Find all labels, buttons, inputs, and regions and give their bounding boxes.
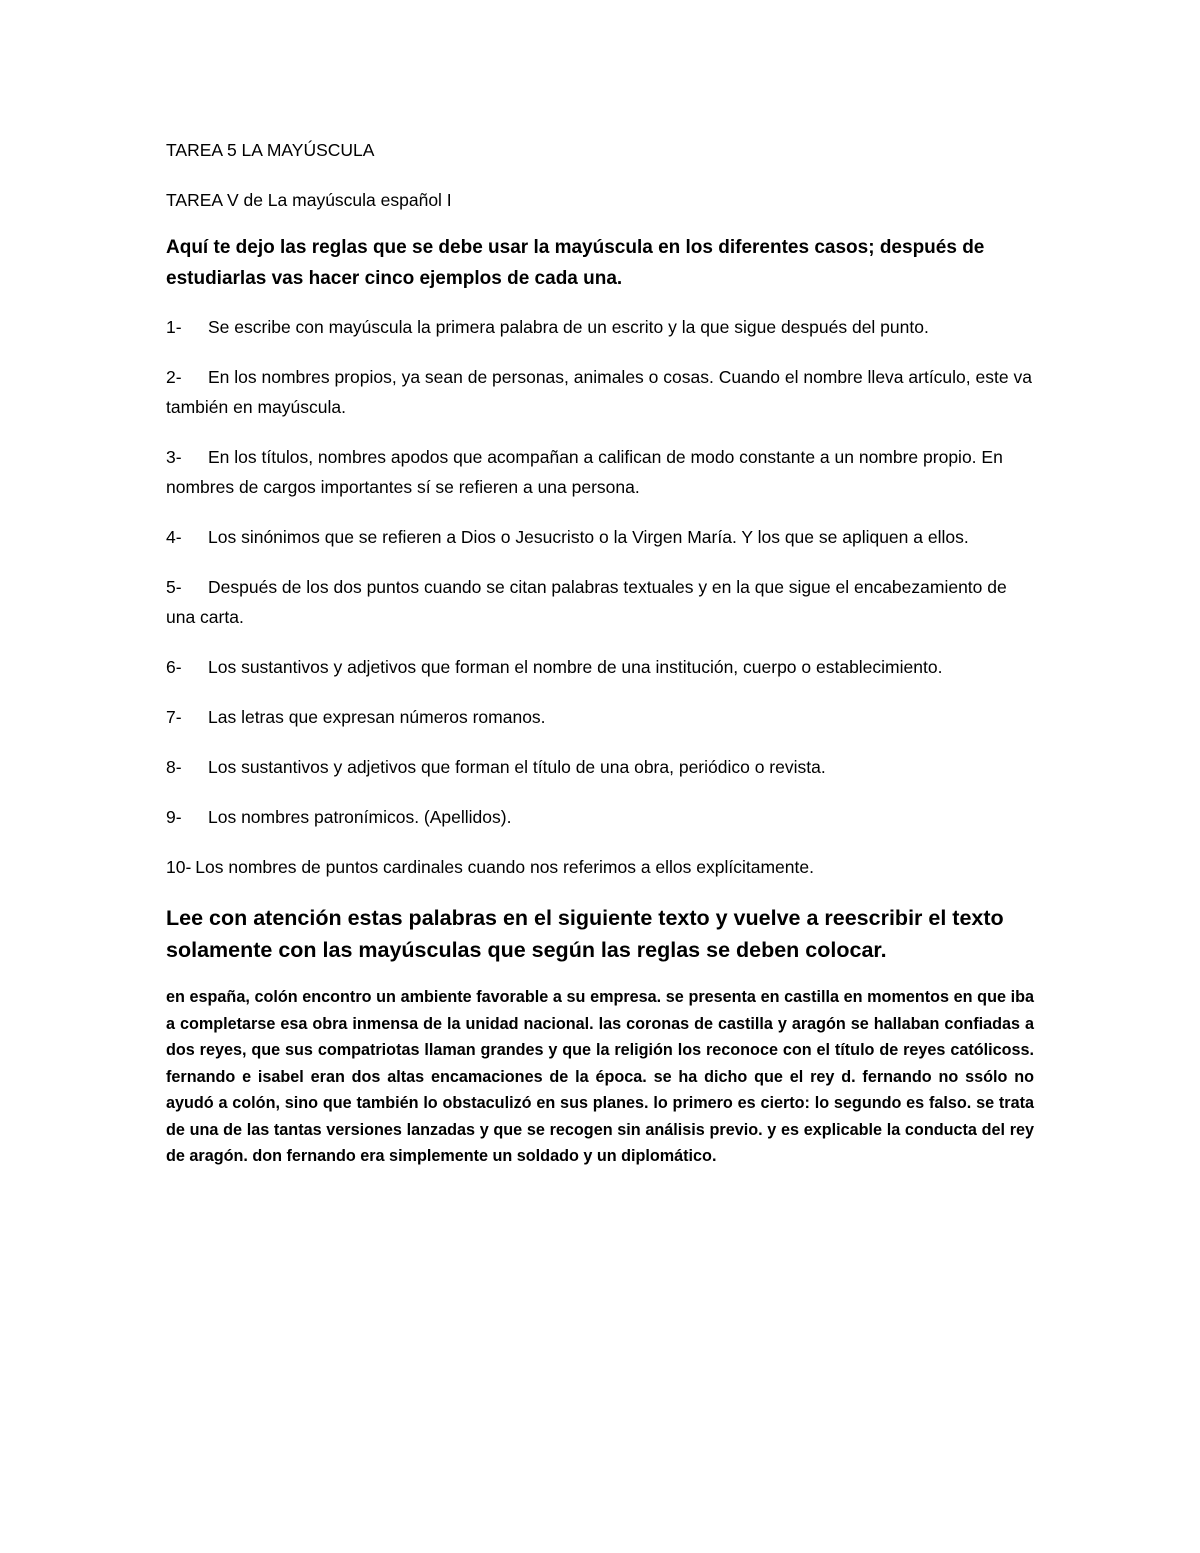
rule-item — [166, 852, 1034, 882]
rule-item — [166, 442, 1034, 502]
rule-item — [166, 702, 1034, 732]
rule-number: 5- — [166, 577, 182, 597]
rule-text: Los nombres de puntos cardinales cuando nos referimos a ellos explícitamente. — [195, 857, 814, 877]
rule-number: 8- — [166, 757, 182, 777]
rule-text: Las letras que expresan números romanos. — [208, 707, 546, 727]
rules-list — [166, 312, 1034, 882]
exercise-text: en españa, colón encontro un ambiente favorable a su empresa. se presenta en castilla en momentos en que iba a completarse esa obra inmensa de la unidad nacional. las coronas de castilla y aragón se hallaban confiadas a dos reyes, que sus compatriotas llaman grandes y que la religión los reconoce con el título de reyes católicoss. fernando e isabel eran dos altas encamaciones de la época. se ha dicho que el rey d. fernando no ssólo no ayudó a colón, sino que también lo obstaculizó en sus planes. lo primero es cierto: lo segundo es falso. se trata de una de las tantas versiones lanzadas y que se recogen sin análisis previo. y es explicable la conducta del rey de aragón. don fernando era simplemente un soldado y un diplomático. — [166, 988, 1034, 1165]
rule-number: 9- — [166, 807, 182, 827]
exercise-instruction: Lee con atención estas palabras en el siguiente texto y vuelve a reescribir el texto solamente con las mayúsculas que según las reglas se deben colocar. — [166, 906, 1004, 962]
document-page — [166, 138, 1034, 1170]
rule-text: En los nombres propios, ya sean de personas, animales o cosas. Cuando el nombre lleva artículo, este va también en mayúscula. — [166, 367, 1032, 417]
rule-number: 7- — [166, 707, 182, 727]
rule-item — [166, 652, 1034, 682]
rule-text: Se escribe con mayúscula la primera palabra de un escrito y la que sigue después del punto. — [208, 317, 929, 337]
rule-item — [166, 572, 1034, 632]
document-subtitle: TAREA V de La mayúscula español I — [166, 190, 452, 210]
rule-text: Los nombres patronímicos. (Apellidos). — [208, 807, 512, 827]
rule-item — [166, 312, 1034, 342]
rule-text: Los sustantivos y adjetivos que forman el nombre de una institución, cuerpo o establecimiento. — [208, 657, 943, 677]
rule-item — [166, 522, 1034, 552]
rule-text: Después de los dos puntos cuando se citan palabras textuales y en la que sigue el encabezamiento de una carta. — [166, 577, 1007, 627]
intro-paragraph: Aquí te dejo las reglas que se debe usar la mayúscula en los diferentes casos; después de estudiarlas vas hacer cinco ejemplos de cada una. — [166, 237, 985, 289]
rule-text: Los sustantivos y adjetivos que forman el título de una obra, periódico o revista. — [208, 757, 826, 777]
rule-text: Los sinónimos que se refieren a Dios o Jesucristo o la Virgen María. Y los que se apliquen a ellos. — [208, 527, 969, 547]
rule-item — [166, 752, 1034, 782]
rule-number: 10- — [166, 857, 192, 877]
rule-number: 2- — [166, 367, 182, 387]
rule-item — [166, 362, 1034, 422]
rule-number: 3- — [166, 447, 182, 467]
rule-number: 6- — [166, 657, 182, 677]
document-title: TAREA 5 LA MAYÚSCULA — [166, 140, 375, 160]
rule-number: 4- — [166, 527, 182, 547]
rule-number: 1- — [166, 317, 182, 337]
rule-item — [166, 802, 1034, 832]
rule-text: En los títulos, nombres apodos que acompañan a califican de modo constante a un nombre propio. En nombres de cargos importantes sí se refieren a una persona. — [166, 447, 1003, 497]
